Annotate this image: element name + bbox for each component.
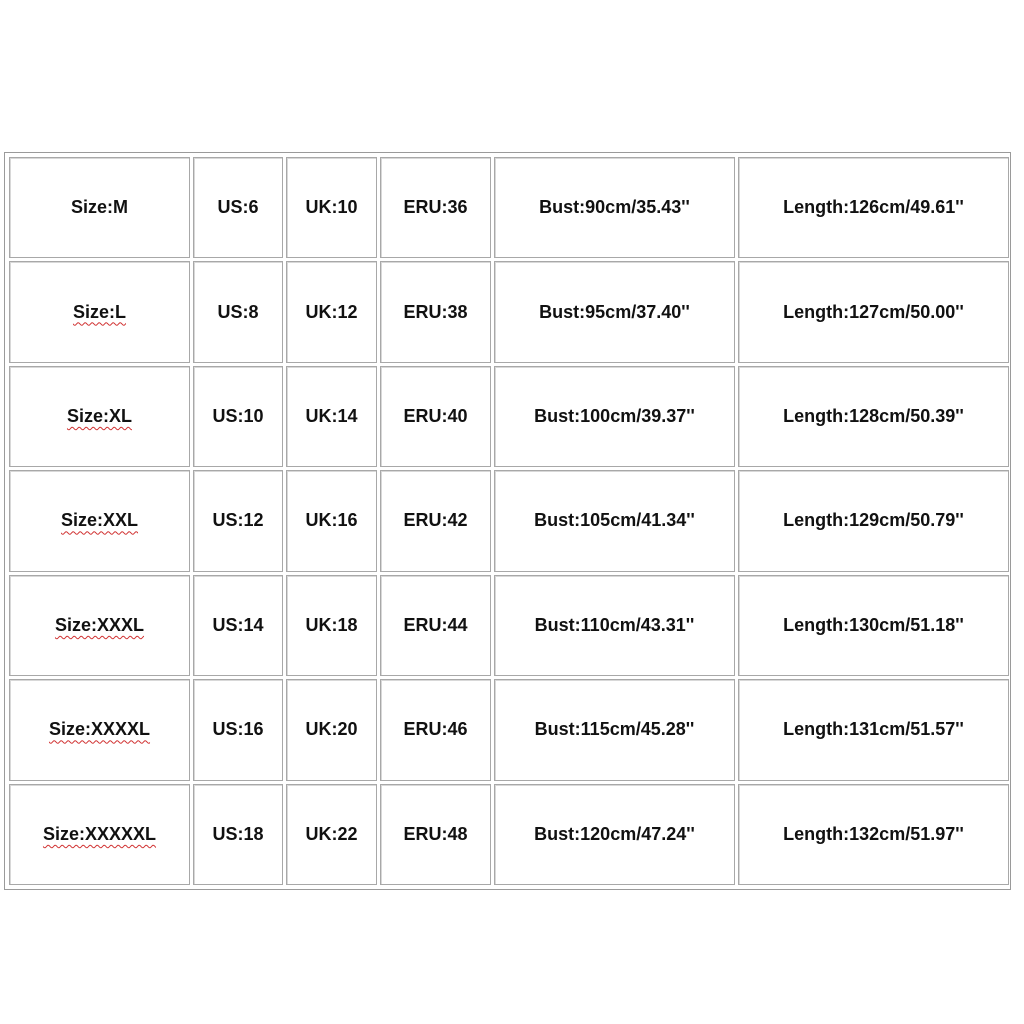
table-row xyxy=(9,679,1009,780)
us-size-cell: US:14 xyxy=(193,575,283,676)
table-row xyxy=(9,784,1009,885)
table-row xyxy=(9,575,1009,676)
uk-size-cell: UK:16 xyxy=(286,470,377,571)
uk-size-cell: UK:12 xyxy=(286,261,377,362)
length-cell: Length:131cm/51.57'' xyxy=(738,679,1009,780)
size-chart xyxy=(4,152,1011,890)
size-label: Size:XXXL xyxy=(54,614,145,635)
size-cell xyxy=(9,157,190,258)
uk-size-cell: UK:22 xyxy=(286,784,377,885)
eru-size-cell: ERU:36 xyxy=(380,157,491,258)
length-cell: Length:132cm/51.97'' xyxy=(738,784,1009,885)
bust-cell: Bust:120cm/47.24'' xyxy=(494,784,735,885)
size-label: Size:XXXXL xyxy=(48,719,151,740)
table-row xyxy=(9,261,1009,362)
eru-size-cell: ERU:48 xyxy=(380,784,491,885)
bust-cell: Bust:90cm/35.43'' xyxy=(494,157,735,258)
us-size-cell: US:16 xyxy=(193,679,283,780)
length-cell: Length:130cm/51.18'' xyxy=(738,575,1009,676)
eru-size-cell: ERU:42 xyxy=(380,470,491,571)
us-size-cell: US:10 xyxy=(193,366,283,467)
length-cell: Length:128cm/50.39'' xyxy=(738,366,1009,467)
size-cell xyxy=(9,784,190,885)
bust-cell: Bust:110cm/43.31'' xyxy=(494,575,735,676)
uk-size-cell: UK:18 xyxy=(286,575,377,676)
us-size-cell: US:18 xyxy=(193,784,283,885)
bust-cell: Bust:100cm/39.37'' xyxy=(494,366,735,467)
eru-size-cell: ERU:38 xyxy=(380,261,491,362)
size-cell xyxy=(9,575,190,676)
bust-cell: Bust:105cm/41.34'' xyxy=(494,470,735,571)
uk-size-cell: UK:20 xyxy=(286,679,377,780)
eru-size-cell: ERU:40 xyxy=(380,366,491,467)
table-row xyxy=(9,157,1009,258)
size-cell xyxy=(9,679,190,780)
us-size-cell: US:12 xyxy=(193,470,283,571)
eru-size-cell: ERU:44 xyxy=(380,575,491,676)
uk-size-cell: UK:14 xyxy=(286,366,377,467)
size-label: Size:M xyxy=(70,197,128,218)
uk-size-cell: UK:10 xyxy=(286,157,377,258)
size-cell xyxy=(9,261,190,362)
eru-size-cell: ERU:46 xyxy=(380,679,491,780)
size-label: Size:XXXXXL xyxy=(42,823,157,844)
size-label: Size:L xyxy=(72,301,126,322)
table-row xyxy=(9,366,1009,467)
size-label: Size:XL xyxy=(66,406,132,427)
size-chart-table xyxy=(6,154,1012,888)
length-cell: Length:126cm/49.61'' xyxy=(738,157,1009,258)
table-row xyxy=(9,470,1009,571)
us-size-cell: US:8 xyxy=(193,261,283,362)
us-size-cell: US:6 xyxy=(193,157,283,258)
bust-cell: Bust:95cm/37.40'' xyxy=(494,261,735,362)
bust-cell: Bust:115cm/45.28'' xyxy=(494,679,735,780)
size-cell xyxy=(9,366,190,467)
size-cell xyxy=(9,470,190,571)
size-label: Size:XXL xyxy=(60,510,139,531)
length-cell: Length:129cm/50.79'' xyxy=(738,470,1009,571)
length-cell: Length:127cm/50.00'' xyxy=(738,261,1009,362)
